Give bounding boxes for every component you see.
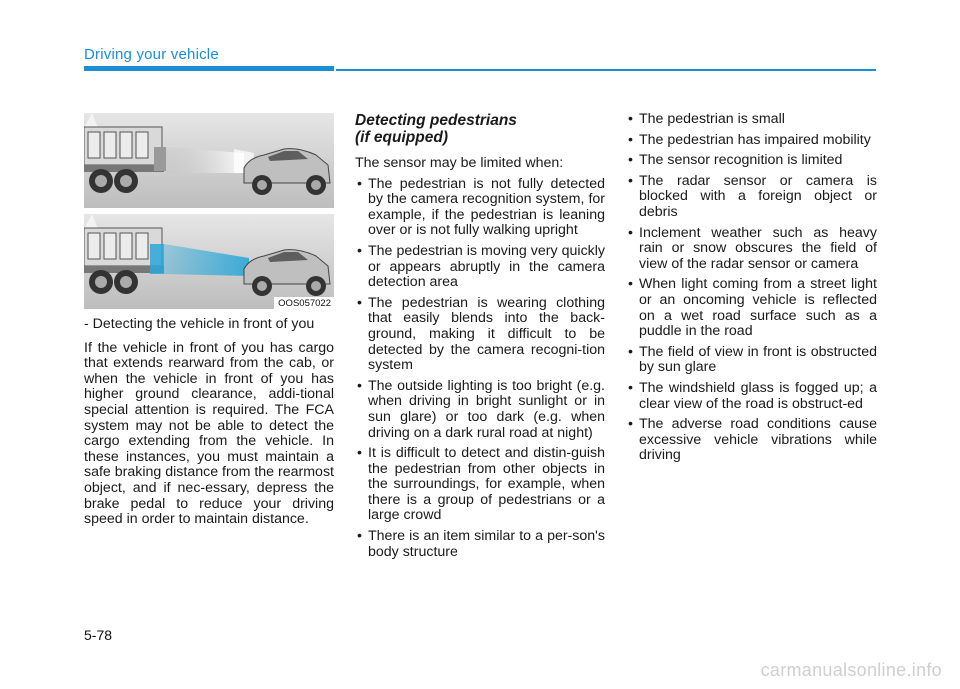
cargo-paragraph: If the vehicle in front of you has cargo that extends rearward from the cab, or when the vehicle in front of you has higher ground clearance, addi-tional special attention is required. The FCA system may not be able to detect the cargo extending from the vehicle. In these instances, you must maintain a safe braking distance from the rearmost object, and if nec-essary, depress the brake pedal to reduce your driving speed in order to maintain distance.	[84, 339, 334, 528]
title-line-2: (if equipped)	[355, 129, 448, 146]
column-1	[84, 317, 334, 528]
list-item: • The radar sensor or camera is blocked with a foreign object or debris	[626, 174, 877, 221]
header-rule-thick	[84, 66, 334, 71]
list-item: • The sensor recognition is limited	[626, 153, 877, 169]
column-2	[355, 112, 605, 565]
list-item: • The pedestrian is small	[626, 112, 877, 128]
figure-code: OOS057022	[274, 297, 334, 309]
figure-caption: - Detecting the vehicle in front of you	[84, 316, 315, 332]
list-item: • Inclement weather such as heavy rain or snow obscures the field of view of the radar sensor or camera	[626, 226, 877, 273]
figure-panel-top	[84, 113, 334, 208]
list-item: • The adverse road conditions cause excessive vehicle vibrations while driving	[626, 417, 877, 464]
pedestrian-section-title	[355, 112, 605, 146]
fca-cargo-illustration	[84, 113, 334, 309]
limitation-lead: The sensor may be limited when:	[355, 155, 564, 171]
page-number: 5-78	[84, 627, 113, 643]
list-item: • The outside lighting is too bright (e.g. when driving in bright sunlight or in sun glare) or too dark (e.g. when driving on a dark rural road at night)	[355, 379, 605, 441]
list-item: • The pedestrian has impaired mobility	[626, 133, 877, 149]
section-title: Driving your vehicle	[84, 46, 219, 63]
column-3	[626, 112, 877, 469]
title-line-1: Detecting pedestrians	[355, 112, 517, 129]
list-item: • The pedestrian is not fully detected by the camera recognition system, for example, if the pedestrian is leaning over or is not fully walking upright	[355, 177, 605, 239]
list-item: • There is an item similar to a per-son's body structure	[355, 529, 605, 560]
list-item: • It is difficult to detect and distin-guish the pedestrian from other objects in the surroundings, for example, when there is a group of pedestrians or a large crowd	[355, 446, 605, 524]
figure-panel-bottom	[84, 214, 334, 309]
sensor-limitations-list	[626, 112, 877, 464]
list-item: • The pedestrian is moving very quickly or appears abruptly in the camera detection area	[355, 244, 605, 291]
list-item: • The field of view in front is obstructed by sun glare	[626, 345, 877, 376]
truck-car-scene-top	[84, 113, 334, 208]
list-item: • The windshield glass is fogged up; a clear view of the road is obstruct-ed	[626, 381, 877, 412]
list-item: • When light coming from a street light or an oncoming vehicle is reflected on a wet road surface such as a puddle in the road	[626, 277, 877, 339]
list-item: • The pedestrian is wearing clothing that easily blends into the back-ground, making it difficult to be detected by the camera recogni-tion system	[355, 296, 605, 374]
truck-car-scene-bottom	[84, 214, 334, 309]
pedestrian-limitations-list	[355, 177, 605, 561]
header-rule-thin	[336, 69, 876, 71]
watermark: carmanualsonline.info	[760, 660, 942, 680]
